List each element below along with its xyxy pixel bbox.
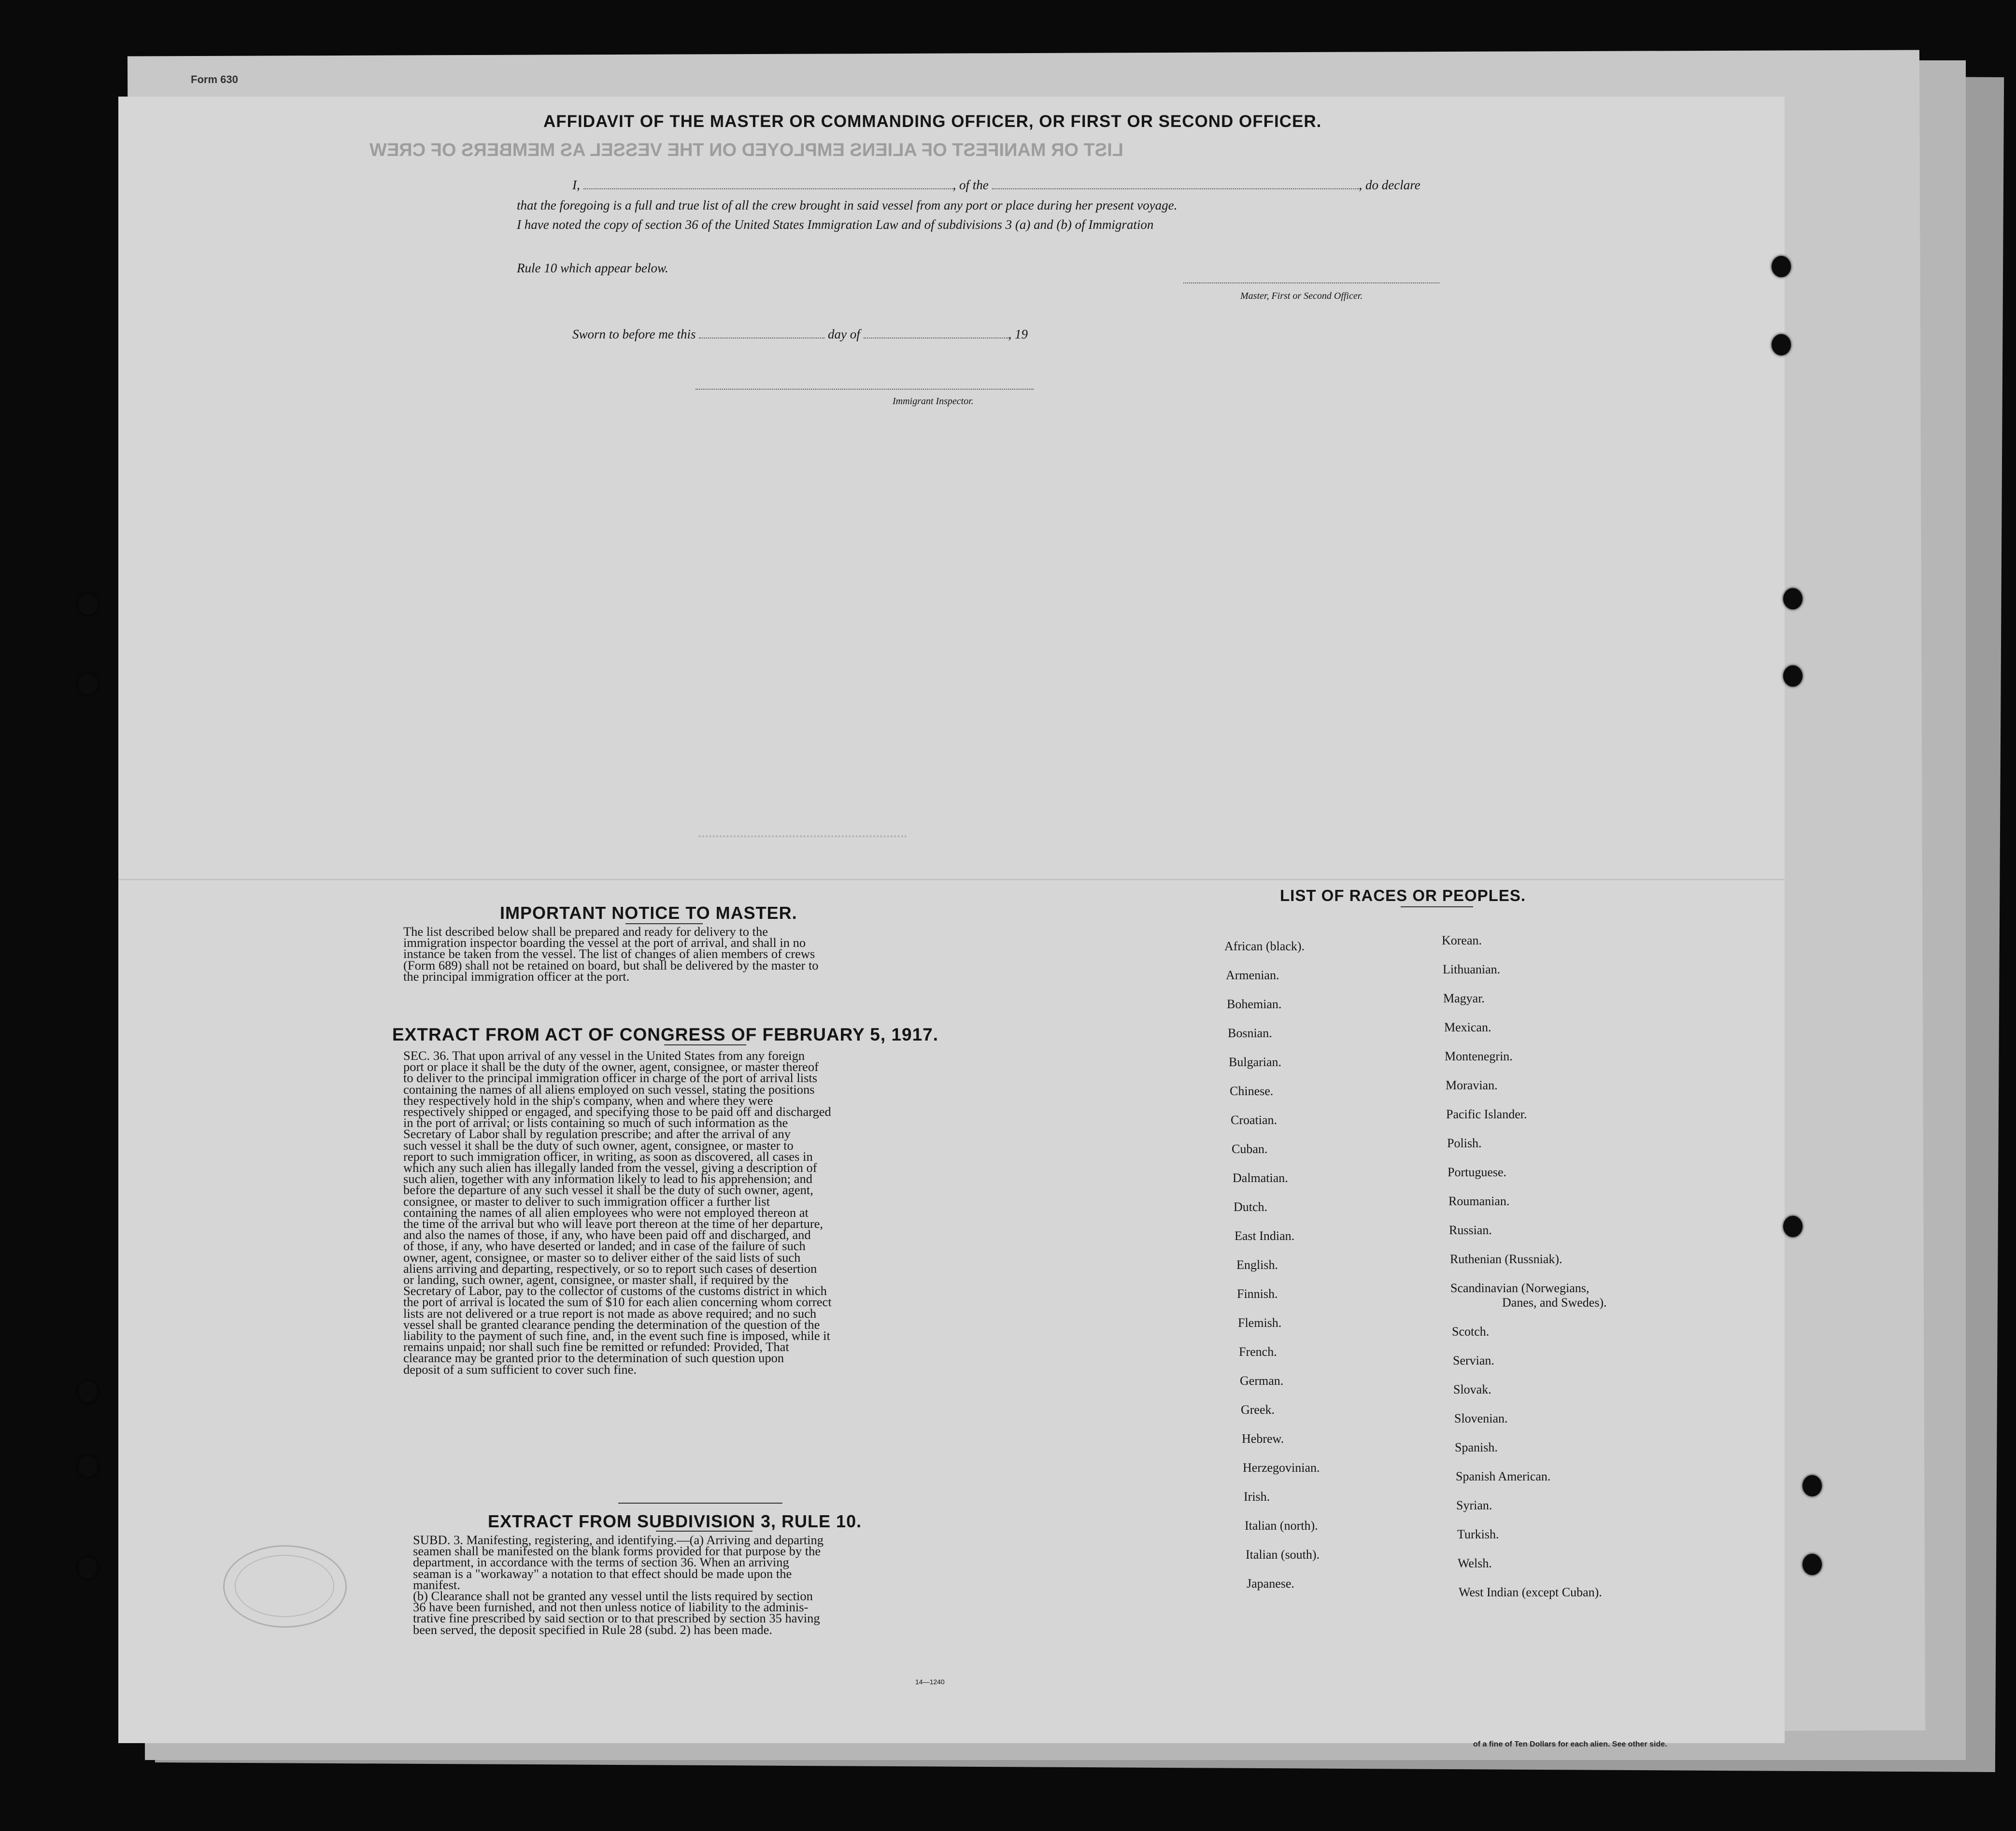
- affidavit-do-declare: , do declare: [1359, 178, 1420, 192]
- inspector-signature-line[interactable]: [696, 389, 1034, 390]
- race-item: Japanese.: [1247, 1577, 1294, 1591]
- punch-hole: [78, 1557, 98, 1578]
- race-item: Slovenian.: [1454, 1411, 1508, 1425]
- act-end-rule: [618, 1503, 782, 1504]
- punch-hole: [1772, 334, 1791, 355]
- bottom-note: of a fine of Ten Dollars for each alien. See other side.: [1473, 1740, 1667, 1748]
- affidavit-title: AFFIDAVIT OF THE MASTER OR COMMANDING OFFICER, OR FIRST OR SECOND OFFICER.: [543, 112, 1322, 131]
- race-item: Welsh.: [1458, 1556, 1492, 1570]
- race-item: Dalmatian.: [1233, 1171, 1288, 1185]
- subdivision-heading: EXTRACT FROM SUBDIVISION 3, RULE 10.: [488, 1511, 862, 1531]
- race-item: Italian (south).: [1246, 1548, 1320, 1562]
- race-item: Servian.: [1453, 1353, 1494, 1367]
- race-item: Syrian.: [1456, 1498, 1492, 1512]
- race-item: Moravian.: [1446, 1078, 1498, 1092]
- race-item: Mexican.: [1444, 1020, 1491, 1034]
- subdivision-body: SUBD. 3. Manifesting, registering, and identifying.—(a) Arriving and departing seamen shall be manifested on the blank forms provided for that purpose by the department, in accordance with the terms of section 36. When an arriving seaman is a "workaway" a notation to that effect should be made upon the manifest. (b) Clearance shall not be granted any vessel until the lists required by section 36 have been furnished, and not then unless notice of liability to the adminis- trative fine prescribed by said section or to that prescribed by section 35 having been served, the deposit specified in Rule 28 (subd. 2) has been made.: [413, 1533, 824, 1637]
- act-heading: EXTRACT FROM ACT OF CONGRESS OF FEBRUARY 5, 1917.: [392, 1025, 939, 1044]
- sworn-day-field[interactable]: [699, 327, 824, 338]
- race-item: Ruthenian (Russniak).: [1450, 1252, 1562, 1266]
- master-signature-line[interactable]: [1183, 282, 1439, 283]
- master-signature-label: Master, First or Second Officer.: [1240, 291, 1363, 301]
- vessel-name-field[interactable]: [992, 178, 1359, 189]
- race-item: Herzegovinian.: [1243, 1461, 1320, 1475]
- race-item: Bulgarian.: [1229, 1055, 1282, 1069]
- subdivision-underline: [656, 1531, 752, 1532]
- race-item: East Indian.: [1235, 1229, 1295, 1243]
- race-item: Spanish.: [1455, 1440, 1498, 1454]
- race-item: Slovak.: [1453, 1382, 1491, 1396]
- punch-hole: [78, 674, 98, 695]
- race-item: Armenian.: [1226, 968, 1279, 982]
- race-item: Chinese.: [1230, 1084, 1274, 1098]
- notice-heading: IMPORTANT NOTICE TO MASTER.: [500, 903, 797, 923]
- race-item: Portuguese.: [1448, 1165, 1507, 1179]
- notice-body: The list described below shall be prepared and ready for delivery to the immigration inspector boarding the vessel at the port of arrival, and shall in no instance be taken from the vessel. The list of changes of alien members of crews (Form 689) shall not be retained on board, but shall be delivered by the master to the principal immigration officer at the port.: [403, 924, 819, 984]
- year-prefix: , 19: [1008, 327, 1028, 341]
- race-item: French.: [1239, 1345, 1277, 1359]
- inspector-label: Immigrant Inspector.: [893, 396, 974, 407]
- affidavit-line-2: that the foregoing is a full and true list of all the crew brought in said vessel from any port or place during her present voyage.: [517, 198, 1178, 212]
- race-item: Croatian.: [1231, 1113, 1278, 1127]
- faint-stamp-inner: [235, 1555, 334, 1617]
- race-item: Magyar.: [1443, 991, 1485, 1005]
- race-item: Irish.: [1244, 1490, 1270, 1504]
- race-item: Montenegrin.: [1445, 1049, 1513, 1063]
- page-fold: [118, 879, 1785, 880]
- race-item: Scotch.: [1452, 1324, 1490, 1338]
- races-heading: LIST OF RACES OR PEOPLES.: [1280, 887, 1526, 904]
- bleed-through-rows: ............................................................: [698, 826, 908, 840]
- punch-hole: [1783, 1216, 1803, 1237]
- act-underline: [664, 1044, 746, 1045]
- act-body: SEC. 36. That upon arrival of any vessel in the United States from any foreign port or place it shall be the duty of the owner, agent, consignee, or master thereof to deliver to the principal immigration officer in charge of the port of arrival lists containing the names of all aliens employed on such vessel, stating the positions they respectively hold in the ship's company, when and where they were respectively shipped or engaged, and specifying those to be paid off and discharged in the port of arrival; or lists containing so much of such information as the Secretary of Labor shall by regulation prescribe; and after the arrival of any such vessel it shall be the duty of such owner, agent, consignee, or master to report to such immigration officer, in writing, as soon as discovered, all cases in which any such alien has illegally landed from the vessel, giving a description of such alien, together with any information likely to lead to his apprehension; and before the departure of any such vessel it shall be the duty of such owner, agent, consignee, or master to deliver to such immigration officer a further list containing the names of all alien employees who were not employed thereon at the time of the arrival but who will leave port thereon at the time of her departure, and also the names of those, if any, who have been paid off and discharged, and of those, if any, who have deserted or landed; and in case of the failure of such owner, agent, consignee, or master so to deliver either of the said lists of such aliens arriving and departing, respectively, or so to report such cases of desertion or landing, such owner, agent, consignee, or master shall, if required by the Secretary of Labor, pay to the collector of customs of the customs district in which the port of arrival is located the sum of $10 for each alien concerning whom correct lists are not delivered or a true report is not made as above required; and no such vessel shall be granted clearance pending the determination of the question of the liability to the payment of such fine, and, in the event such fine is imposed, while it remains unpaid; nor shall such fine be remitted or refunded: Provided, That clearance may be granted prior to the determination of such question upon deposit of a sum sufficient to cover such fine.: [403, 1048, 832, 1377]
- form-number: Form 630: [191, 73, 238, 85]
- race-item: Dutch.: [1234, 1200, 1268, 1214]
- affidavit-of-the: , of the: [952, 178, 989, 192]
- race-item: Scandinavian (Norwegians,: [1450, 1281, 1590, 1295]
- affidavit-line-4: Rule 10 which appear below.: [517, 261, 668, 275]
- race-item: Flemish.: [1238, 1316, 1282, 1330]
- punch-hole: [78, 1381, 98, 1402]
- race-item: Lithuanian.: [1443, 962, 1501, 976]
- races-underline: [1401, 906, 1473, 907]
- race-item: Turkish.: [1457, 1527, 1499, 1541]
- race-item: Italian (north).: [1245, 1519, 1318, 1533]
- race-item: Finnish.: [1237, 1287, 1278, 1301]
- race-item: Pacific Islander.: [1446, 1107, 1527, 1121]
- document-page: [118, 97, 1785, 1743]
- sworn-label: Sworn to before me this: [572, 327, 696, 341]
- race-item: Polish.: [1447, 1136, 1482, 1150]
- affidavit-line-3: I have noted the copy of section 36 of the United States Immigration Law and of subdivisions 3 (a) and (b) of Immigration: [517, 217, 1154, 232]
- punch-hole: [1772, 256, 1791, 277]
- punch-hole: [1783, 588, 1803, 609]
- punch-hole: [78, 1456, 98, 1477]
- race-item: Bosnian.: [1228, 1026, 1272, 1040]
- race-item: Korean.: [1442, 933, 1482, 947]
- affidavit-line-1: [517, 178, 1420, 193]
- form-code: 14—1240: [915, 1678, 945, 1686]
- race-item: Cuban.: [1232, 1142, 1268, 1156]
- race-item: West Indian (except Cuban).: [1459, 1585, 1602, 1599]
- punch-hole: [78, 594, 98, 615]
- race-item: English.: [1236, 1258, 1278, 1272]
- race-item: Greek.: [1241, 1403, 1275, 1417]
- race-item: Danes, and Swedes).: [1502, 1296, 1607, 1310]
- punch-hole: [1803, 1554, 1822, 1575]
- sworn-line: [572, 327, 1028, 342]
- race-item: Russian.: [1449, 1223, 1492, 1237]
- race-item: Bohemian.: [1227, 997, 1282, 1011]
- race-item: African (black).: [1224, 939, 1305, 953]
- race-item: German.: [1240, 1374, 1284, 1388]
- day-of-label: day of: [828, 327, 860, 341]
- punch-hole: [1783, 665, 1803, 687]
- race-item: Roumanian.: [1448, 1194, 1510, 1208]
- race-item: Hebrew.: [1242, 1432, 1284, 1446]
- master-name-field[interactable]: [583, 178, 953, 189]
- bleed-through-heading: LIST OR MANIFEST OF ALIENS EMPLOYED ON THE VESSEL AS MEMBERS OF CREW: [369, 140, 1123, 160]
- race-item: Spanish American.: [1456, 1469, 1551, 1483]
- affidavit-i-label: I,: [572, 178, 580, 192]
- sworn-month-field[interactable]: [864, 327, 1008, 338]
- punch-hole: [1803, 1475, 1822, 1496]
